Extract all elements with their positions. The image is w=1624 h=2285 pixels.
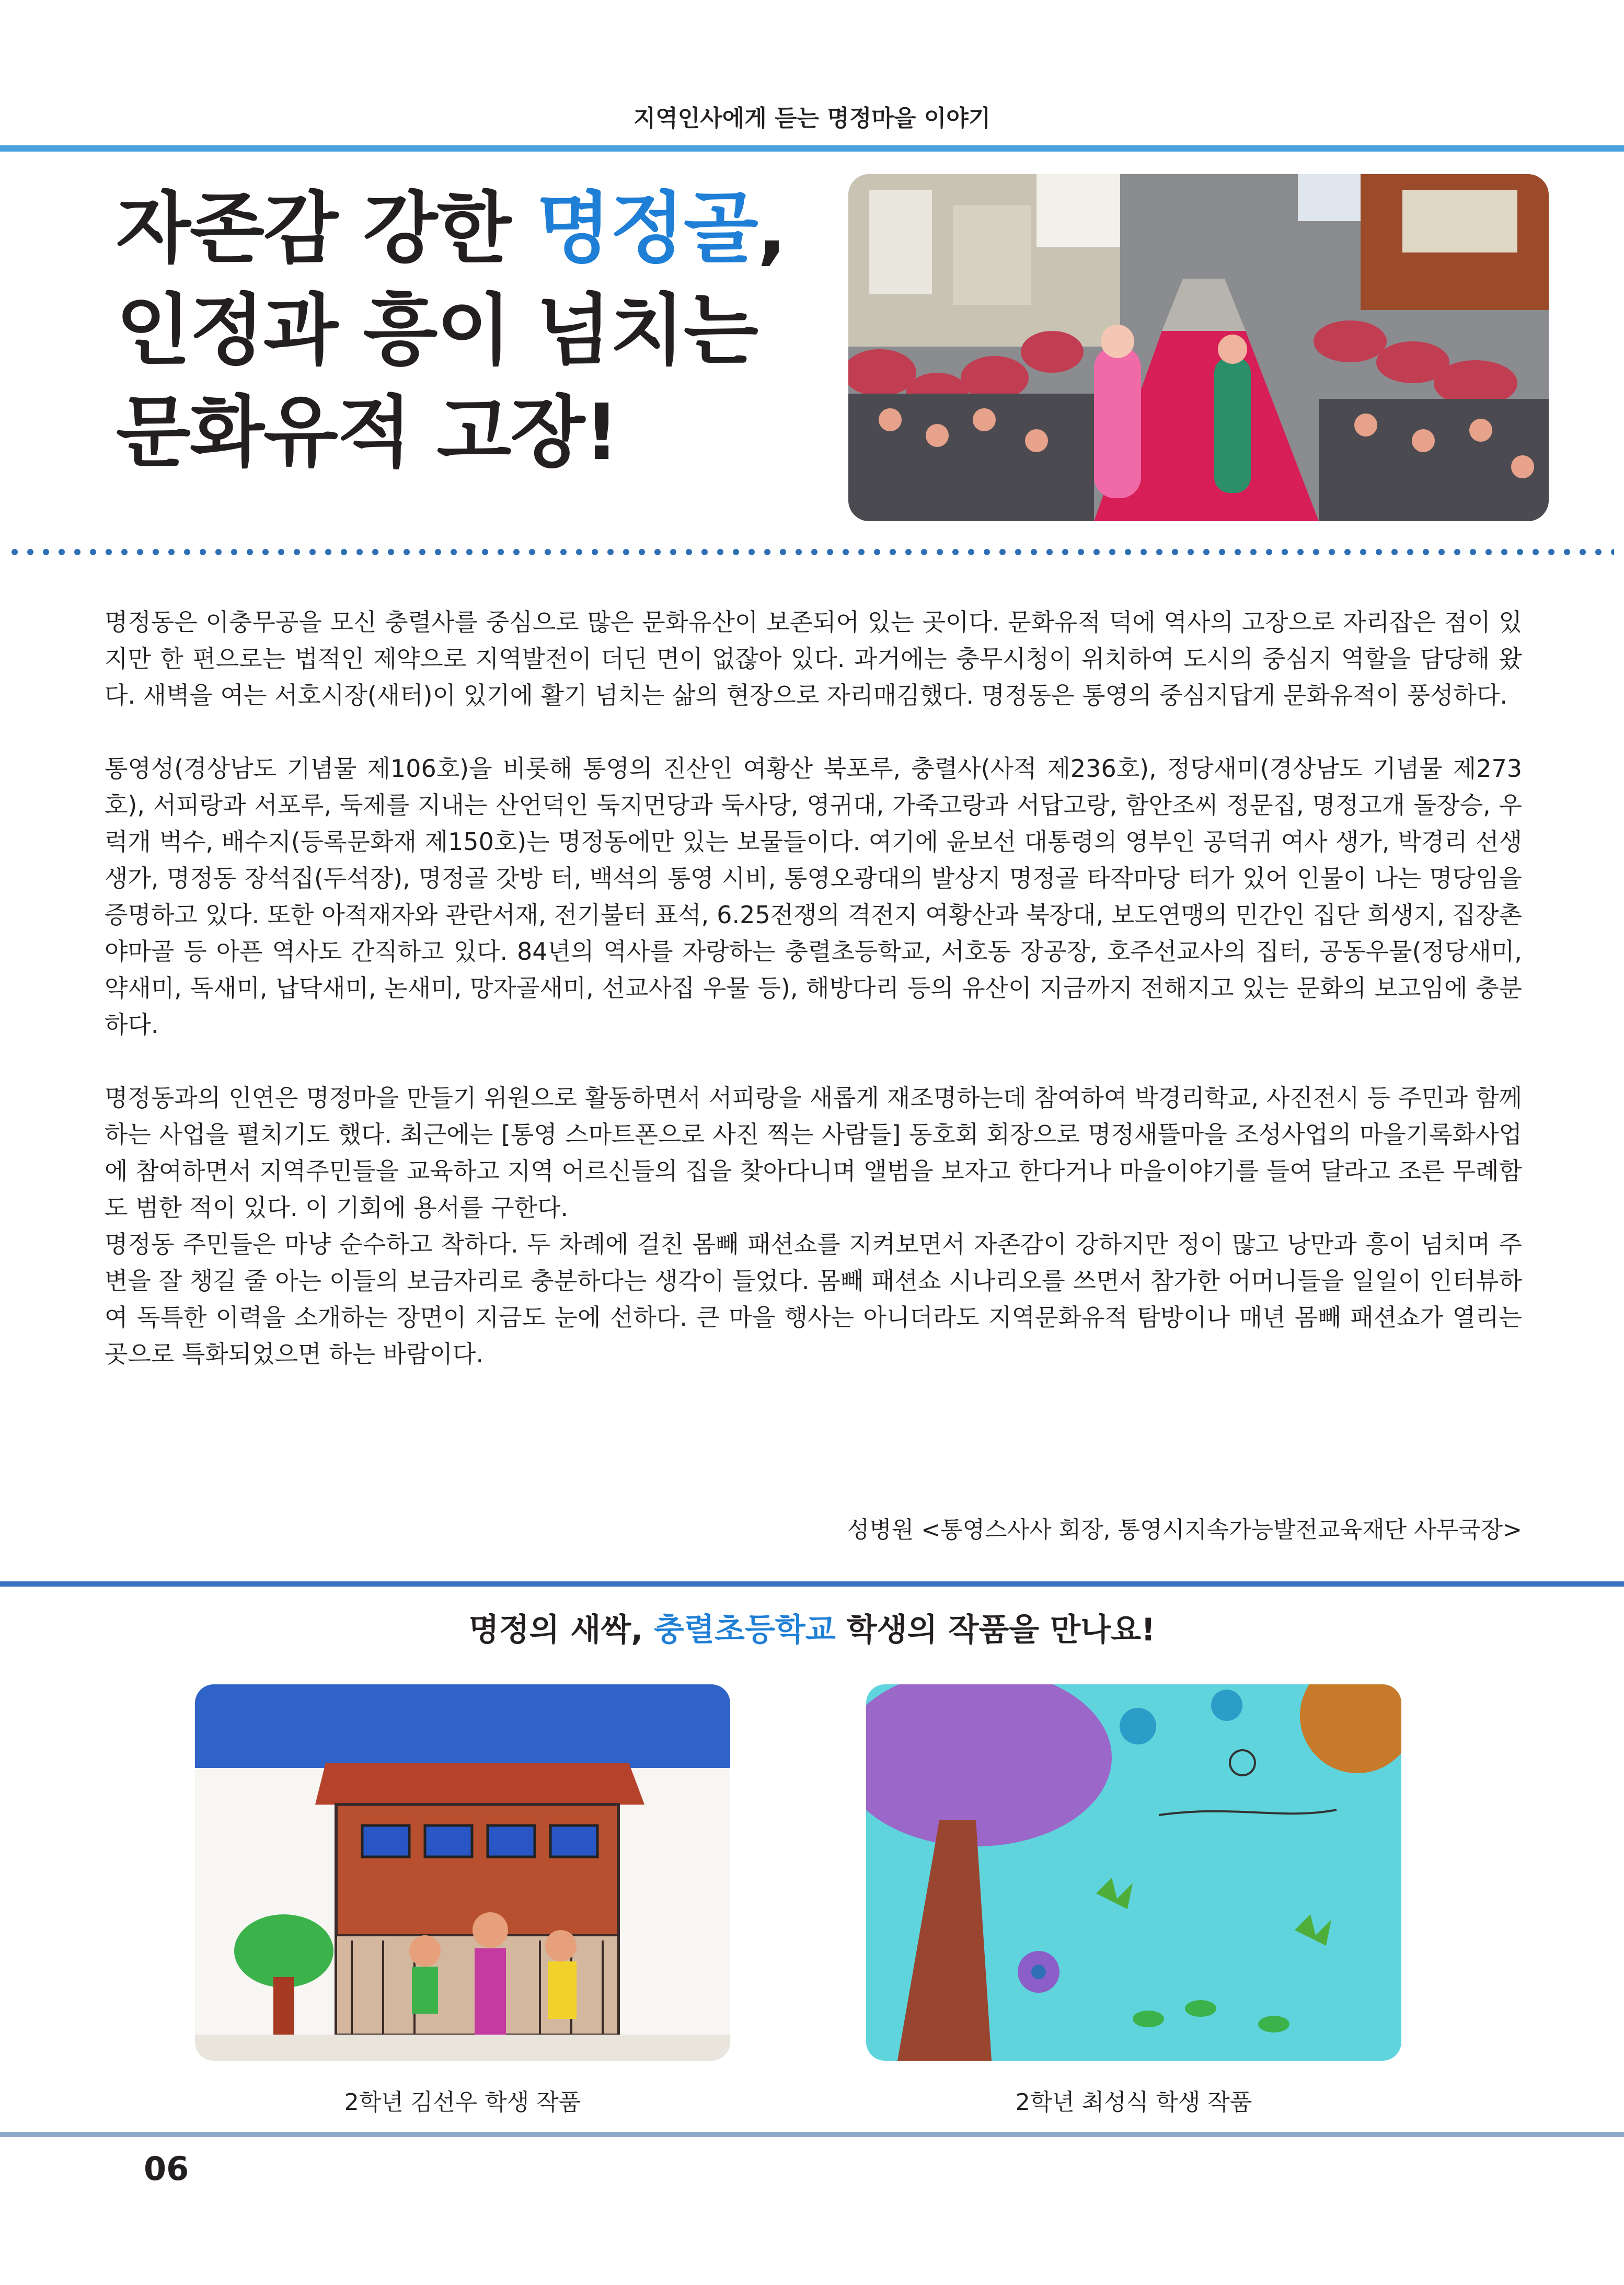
dotted-divider	[9, 547, 1614, 557]
drawing-house-family-icon	[195, 1684, 730, 2061]
gallery-heading-highlight: 충렬초등학교	[653, 1612, 836, 1648]
title-line-1	[116, 178, 848, 280]
student-drawing-1	[195, 1684, 730, 2061]
title-line1-suffix: ,	[757, 183, 786, 273]
gallery-heading-suffix: 학생의 작품을 만나요!	[835, 1612, 1156, 1648]
article-body	[105, 604, 1522, 1372]
page-number: 06	[144, 2150, 189, 2188]
gallery-heading	[0, 1605, 1624, 1650]
student-drawing-2	[866, 1684, 1401, 2061]
drawing-tree-butterflies-icon	[866, 1684, 1401, 2061]
title-line1-prefix: 자존감 강한	[116, 183, 536, 273]
article-paragraph-2: 통영성(경상남도 기념물 제106호)을 비롯해 통영의 진산인 여황산 북포루, 충렬사(사적 제236호), 정당새미(경상남도 기념물 제273호), 서피랑과 서포루, 둑제를 지내는 산언덕인 둑지먼당과 둑사당, 영귀대, 가죽고랑과 서답고랑, 함안조씨 정문집, 명정고개 돌장승, 우럭개 벅수, 배수지(등록문화재 제150호)는 명정동에만 있는 보물들이다. 여기에 윤보선 대통령의 영부인 공덕귀 여사 생가, 박경리 선생 생가, 명정동 장석집(두석장), 명정골 갓방 터, 백석의 통영 시비, 통영오광대의 발상지 명정골 타작마당 터가 있어 인물이 나는 명당임을 증명하고 있다. 또한 아적재자와 관란서재, 전기불터 표석, 6.25전쟁의 격전지 여황산과 북장대, 보도연맹의 민간인 집단 희생지, 집장촌 야마골 등 아픈 역사도 간직하고 있다. 84년의 역사를 자랑하는 충렬초등학교, 서호동 장공장, 호주선교사의 집터, 공동우물(정당새미, 약새미, 독새미, 납닥새미, 논새미, 망자골새미, 선교사집 우물 등), 해방다리 등의 유산이 지금까지 전해지고 있는 문화의 보고임에 충분하다.	[105, 754, 1522, 1039]
gallery-heading-prefix: 명정의 새싹,	[468, 1612, 654, 1648]
article-paragraph-1: 명정동은 이충무공을 모신 충렬사를 중심으로 많은 문화유산이 보존되어 있는 곳이다. 문화유적 덕에 역사의 고장으로 자리잡은 점이 있지만 한 편으로는 법적인 제약으로 지역발전이 더딘 면이 없잖아 있다. 과거에는 충무시청이 위치하여 도시의 중심지 역할을 담당해 왔다. 새벽을 여는 서호시장(새터)이 있기에 활기 넘치는 삶의 현장으로 자리매김했다. 명정동은 통영의 중심지답게 문화유적이 풍성하다.	[105, 608, 1522, 709]
section-header: 지역인사에게 듣는 명정마을 이야기	[633, 105, 991, 132]
article-paragraph-4: 명정동 주민들은 마냥 순수하고 착하다. 두 차례에 걸친 몸빼 패션쇼를 지켜보면서 자존감이 강하지만 정이 많고 낭만과 흥이 넘치며 주변을 잘 챙길 줄 아는 이들의 보금자리로 충분하다는 생각이 들었다. 몸빼 패션쇼 시나리오를 쓰면서 참가한 어머니들을 일일이 인터뷰하여 독특한 이력을 소개하는 장면이 지금도 눈에 선하다. 큰 마을 행사는 아니더라도 지역문화유적 탐방이나 매년 몸빼 패션쇼가 열리는 곳으로 특화되었으면 하는 바람이다.	[105, 1230, 1522, 1368]
page-title	[116, 178, 848, 484]
fashion-show-photo	[848, 174, 1549, 521]
title-line-3: 문화유적 고장!	[116, 387, 618, 477]
title-highlight: 명정골	[536, 183, 757, 273]
photo-fashion-show-icon	[848, 174, 1549, 521]
footer-rule	[0, 2132, 1624, 2137]
drawing-caption-1: 2학년 김선우 학생 작품	[344, 2089, 581, 2116]
title-line-2: 인정과 흥이 넘치는	[116, 285, 757, 375]
section-rule	[0, 1581, 1624, 1587]
drawing-caption-2: 2학년 최성식 학생 작품	[1015, 2089, 1252, 2116]
article-author: 성병원 <통영스사사 회장, 통영시지속가능발전교육재단 사무국장>	[847, 1517, 1522, 1543]
header-rule	[0, 145, 1624, 152]
article-paragraph-3: 명정동과의 인연은 명정마을 만들기 위원으로 활동하면서 서피랑을 새롭게 재조명하는데 참여하여 박경리학교, 사진전시 등 주민과 함께하는 사업을 펼치기도 했다. 최근에는 [통영 스마트폰으로 사진 찍는 사람들] 동호회 회장으로 명정새뜰마을 조성사업의 마을기록화사업에 참여하면서 지역주민들을 교육하고 지역 어르신들의 집을 찾아다니며 앨범을 보자고 한다거나 마을이야기를 들여 달라고 조른 무례함도 범한 적이 있다. 이 기회에 용서를 구한다.	[105, 1084, 1522, 1222]
